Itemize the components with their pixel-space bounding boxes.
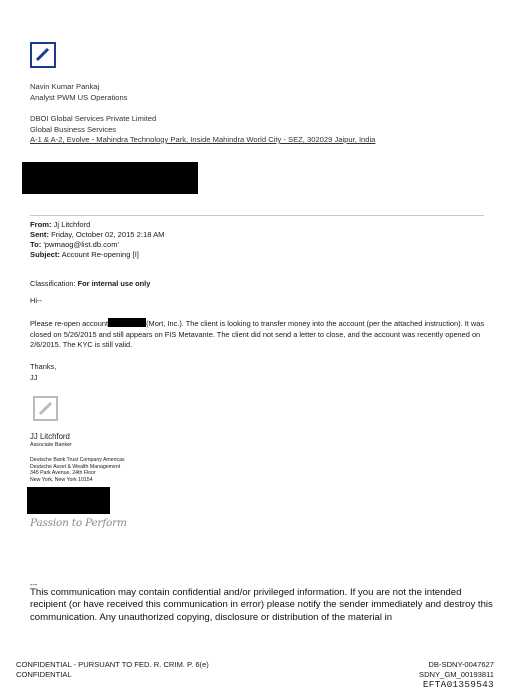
header-divider (30, 215, 484, 216)
subject-line: Subject: Account Re-opening [I] (30, 250, 139, 259)
redaction-box (27, 487, 110, 514)
bates-number: EFTA01359543 (422, 679, 494, 690)
email-body: Please re-open account (Mort, Inc.). The client is looking to transfer money into the account (per the attached instruction). It was closed on 5/26/2015 and still appears on FIS Metavante. The client did not send a letter to close, and the account was recently opened on 2/6/2015. The KYC is still valid. (30, 319, 485, 350)
disclaimer-text: This communication may contain confidential and/or privileged information. If you are not the intended recipient (or have received this communication in error) please notify the sender immediately and destroy this communication. Any unauthorized copying, disclosure or distribution of the material in (30, 587, 493, 623)
signature-logo-icon (33, 396, 58, 421)
signature-address: Deutsche Bank Trust Company Americas Deutsche Asset & Wealth Management 345 Park Avenue, 24th Floor New York, New York 10154 (30, 457, 125, 483)
greeting: Hi-- (30, 296, 42, 305)
signature-name: JJ Litchford (30, 432, 70, 441)
deutsche-bank-logo-icon (30, 42, 56, 68)
classification: Classification: For internal use only (30, 279, 151, 288)
from-line: From: Jj Litchford (30, 220, 91, 229)
disclaimer-separator: --- (30, 580, 38, 589)
sender-block (30, 82, 127, 103)
org-address: A-1 & A-2, Evolve - Mahindra Technology Park, Inside Mahindra World City - SEZ, 302029 Jaipur, India (30, 135, 376, 144)
org-line1: DBOI Global Services Private Limited (30, 114, 157, 123)
sender-name: Navin Kumar Pankaj (30, 82, 100, 91)
footer-left: CONFIDENTIAL - PURSUANT TO FED. R. CRIM. P. 6(e) CONFIDENTIAL (16, 660, 209, 679)
email-header (30, 220, 165, 260)
signature-title: Associate Banker (30, 442, 72, 448)
sent-line: Sent: Friday, October 02, 2015 2:18 AM (30, 230, 165, 239)
redaction-box (22, 162, 198, 194)
account-redaction (108, 318, 146, 327)
brand-tagline: Passion to Perform (30, 517, 127, 529)
closing: Thanks, JJ (30, 362, 57, 382)
org-line2: Global Business Services (30, 124, 117, 134)
organization-block (30, 114, 375, 146)
footer-right: DB-SDNY-0047627 SDNY_GM_00193811 EFTA01359543 (419, 660, 494, 690)
sender-title: Analyst PWM US Operations (30, 92, 128, 102)
to-line: To: 'pwmaog@list.db.com' (30, 240, 119, 249)
